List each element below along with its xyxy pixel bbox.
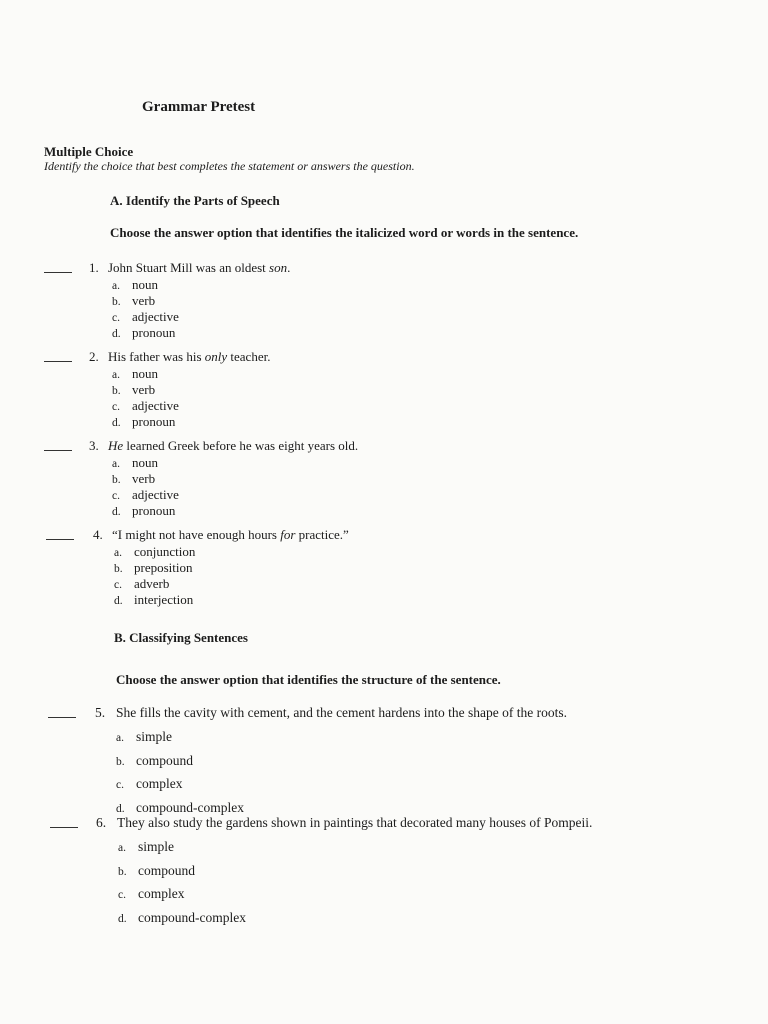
answer-blank[interactable] (44, 361, 72, 362)
question-text: “I might not have enough hours for practice.” (112, 527, 349, 542)
answer-blank[interactable] (44, 450, 72, 451)
option-a[interactable]: a. simple (116, 729, 172, 744)
question-text: John Stuart Mill was an oldest son. (108, 260, 291, 275)
option-d[interactable]: d. pronoun (112, 503, 176, 518)
option-d[interactable]: d. compound-complex (116, 799, 244, 815)
option-b[interactable]: b. compound (118, 862, 195, 878)
option-c[interactable]: c. complex (118, 886, 185, 901)
answer-blank[interactable] (46, 539, 74, 540)
question-text: His father was his only teacher. (108, 349, 271, 364)
multiple-choice-heading: Multiple Choice (44, 144, 134, 159)
option-d[interactable]: d. pronoun (112, 325, 176, 340)
italic-word: son (269, 260, 288, 275)
section-instruction-a: Choose the answer option that identifies the italicized word or words in the sentence. (110, 225, 579, 240)
option-a[interactable]: a. noun (112, 277, 158, 292)
option-d[interactable]: d. interjection (114, 592, 194, 607)
question-text: She fills the cavity with cement, and the cement hardens into the shape of the roots. (116, 705, 567, 720)
question-number: 2. (89, 349, 99, 364)
question-text: They also study the gardens shown in paintings that decorated many houses of Pompeii. (117, 815, 593, 830)
answer-blank[interactable] (44, 272, 72, 273)
options-list (112, 366, 179, 430)
option-b[interactable]: b. verb (112, 382, 156, 397)
option-c[interactable]: c. complex (116, 776, 183, 791)
options-list (114, 544, 195, 608)
italic-word: only (204, 349, 228, 364)
option-b[interactable]: b. verb (112, 293, 156, 308)
option-a[interactable]: a. conjunction (114, 544, 196, 559)
options-list (112, 277, 179, 341)
section-title-a: A. Identify the Parts of Speech (110, 193, 280, 208)
option-d[interactable]: d. compound-complex (118, 909, 246, 925)
italic-word: for (280, 527, 296, 542)
option-b[interactable]: b. verb (112, 471, 156, 486)
option-c[interactable]: c. adjective (112, 487, 179, 502)
question-number: 6. (96, 815, 107, 830)
question-number: 1. (89, 260, 99, 275)
answer-blank[interactable] (50, 827, 78, 828)
question-number: 3. (89, 438, 99, 453)
option-c[interactable]: c. adjective (112, 398, 179, 413)
option-a[interactable]: a. noun (112, 455, 158, 470)
option-c[interactable]: c. adjective (112, 309, 179, 324)
question-text: He learned Greek before he was eight years old. (108, 438, 359, 453)
question-number: 4. (93, 527, 103, 542)
option-a[interactable]: a. noun (112, 366, 158, 381)
option-b[interactable]: b. compound (116, 752, 193, 768)
options-list (118, 836, 246, 930)
page-title: Grammar Pretest (142, 99, 256, 115)
option-c[interactable]: c. adverb (114, 576, 170, 591)
section-title-b: B. Classifying Sentences (114, 630, 248, 645)
options-list (116, 726, 244, 820)
option-b[interactable]: b. preposition (114, 560, 193, 575)
italic-word: He (108, 438, 124, 453)
option-d[interactable]: d. pronoun (112, 414, 176, 429)
question-number: 5. (95, 705, 106, 720)
section-instruction-b: Choose the answer option that identifies the structure of the sentence. (116, 672, 501, 687)
option-a[interactable]: a. simple (118, 839, 174, 854)
answer-blank[interactable] (48, 717, 76, 718)
options-list (112, 455, 179, 519)
multiple-choice-instruction: Identify the choice that best completes the statement or answers the question. (44, 159, 415, 173)
